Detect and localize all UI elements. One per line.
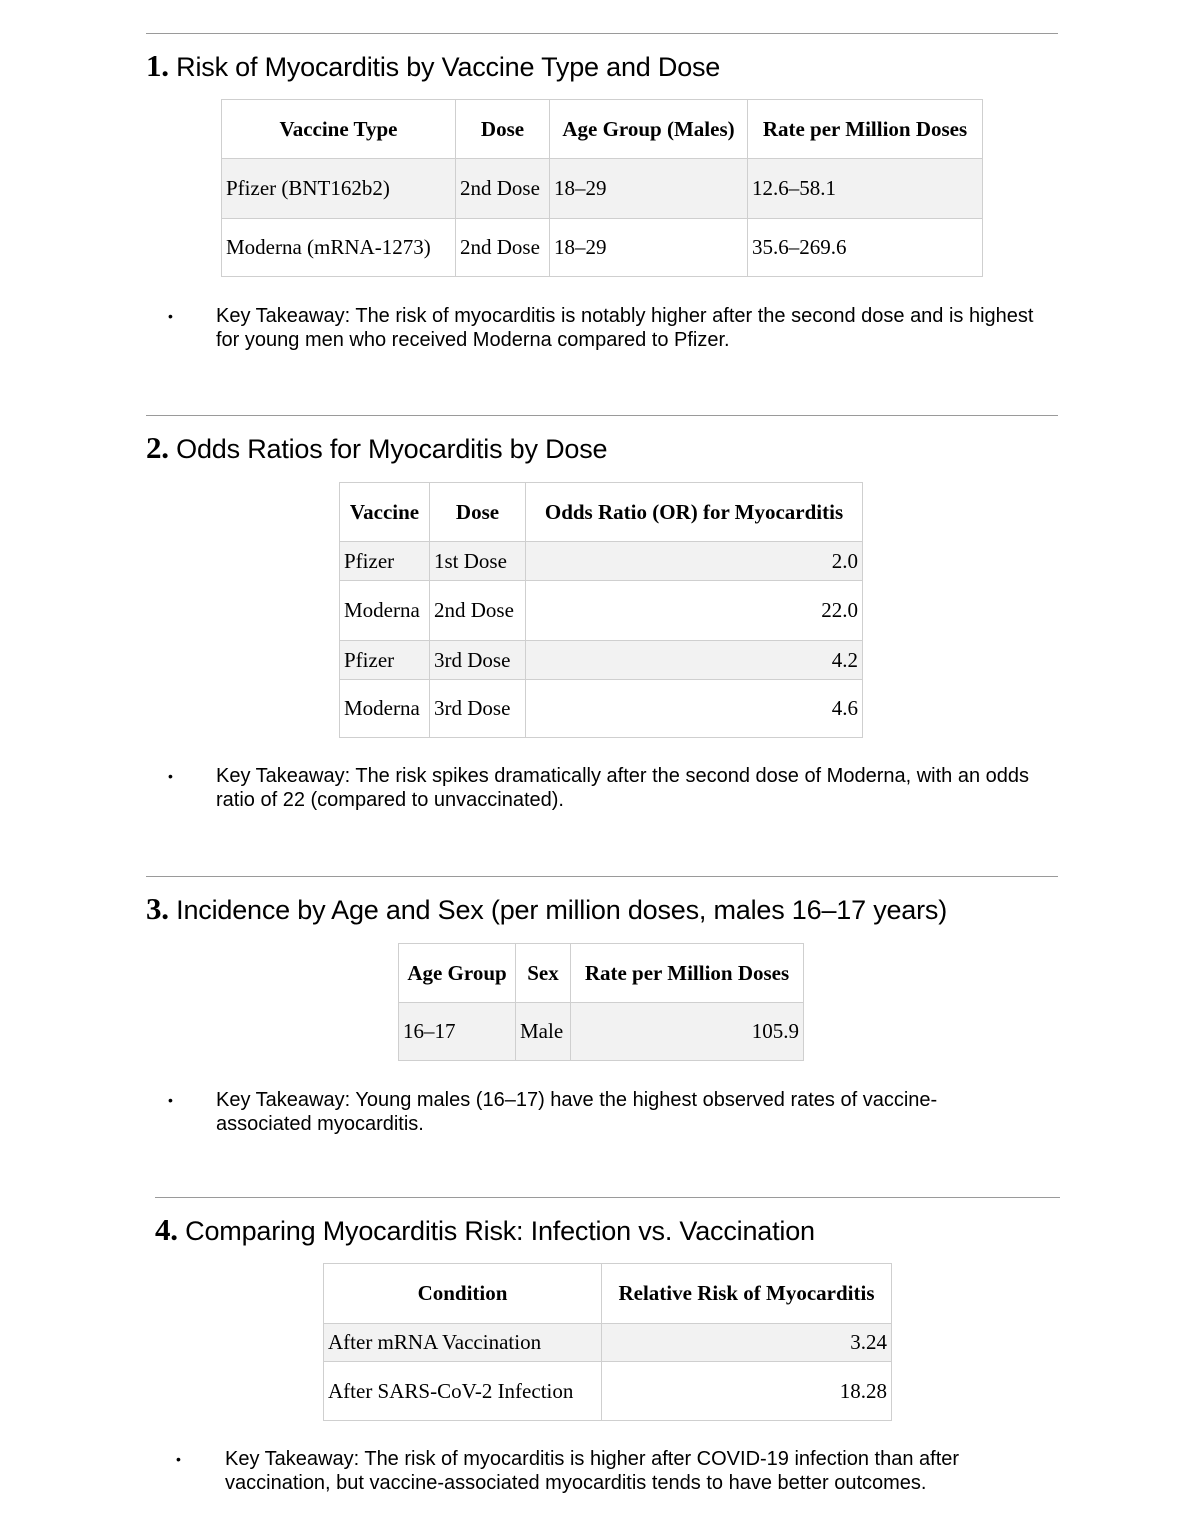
takeaway-text: Key Takeaway: Young males (16–17) have the highest observed rates of vaccine-associated myocarditis. (216, 1089, 938, 1135)
table-cell: 3rd Dose (430, 641, 526, 680)
table-header-row (399, 944, 804, 1003)
section-number: 1. (146, 48, 169, 83)
takeaway-text: Key Takeaway: The risk of myocarditis is higher after COVID-19 infection than after vaccination, but vaccine-associated myocarditis tends to have better outcomes. (225, 1448, 960, 1494)
section-number: 3. (146, 891, 169, 926)
table-cell: 16–17 (399, 1003, 516, 1061)
column-header: Sex (516, 944, 571, 1003)
table-cell: 3rd Dose (430, 680, 526, 738)
section-number: 4. (155, 1212, 178, 1247)
table-cell: Moderna (340, 680, 430, 738)
table-header-row (222, 100, 983, 159)
takeaway-text: Key Takeaway: The risk of myocarditis is notably higher after the second dose and is highest for young men who received Moderna compared to Pfizer. (216, 305, 1034, 351)
data-table (323, 1263, 892, 1421)
column-header: Rate per Million Doses (748, 100, 983, 159)
bullet-icon: • (168, 1092, 173, 1108)
column-header: Vaccine (340, 483, 430, 542)
table-row (340, 542, 863, 581)
table-cell: After mRNA Vaccination (324, 1324, 602, 1362)
table-cell: 35.6–269.6 (748, 219, 983, 277)
table-cell: 105.9 (571, 1003, 804, 1061)
section-divider (146, 415, 1058, 416)
table-row (324, 1362, 892, 1421)
table-cell: Pfizer (BNT162b2) (222, 159, 456, 219)
table-cell: 18.28 (602, 1362, 892, 1421)
table-cell: 4.6 (526, 680, 863, 738)
table-cell: 18–29 (550, 219, 748, 277)
table-cell: Moderna (mRNA-1273) (222, 219, 456, 277)
bullet-icon: • (168, 768, 173, 784)
column-header: Vaccine Type (222, 100, 456, 159)
table-row (399, 1003, 804, 1061)
section-title: Risk of Myocarditis by Vaccine Type and Dose (176, 52, 721, 82)
table-row (222, 219, 983, 277)
column-header: Age Group (399, 944, 516, 1003)
section-heading (146, 891, 947, 927)
column-header: Odds Ratio (OR) for Myocarditis (526, 483, 863, 542)
data-table (339, 482, 863, 738)
table-cell: Pfizer (340, 641, 430, 680)
section-title: Odds Ratios for Myocarditis by Dose (176, 434, 608, 464)
column-header: Dose (456, 100, 550, 159)
table-cell: 2nd Dose (430, 581, 526, 641)
column-header: Rate per Million Doses (571, 944, 804, 1003)
section-number: 2. (146, 430, 169, 465)
table-row (222, 159, 983, 219)
section-title: Incidence by Age and Sex (per million doses, males 16–17 years) (176, 895, 948, 925)
section-heading (146, 48, 720, 84)
table-row (340, 641, 863, 680)
table-cell: Pfizer (340, 542, 430, 581)
column-header: Age Group (Males) (550, 100, 748, 159)
table-row (324, 1324, 892, 1362)
section-divider (155, 1197, 1060, 1198)
table-cell: 18–29 (550, 159, 748, 219)
table-cell: 3.24 (602, 1324, 892, 1362)
column-header: Dose (430, 483, 526, 542)
table-header-row (340, 483, 863, 542)
table-cell: Moderna (340, 581, 430, 641)
data-table (398, 943, 804, 1061)
table-cell: 1st Dose (430, 542, 526, 581)
table-cell: 4.2 (526, 641, 863, 680)
bullet-icon: • (168, 308, 173, 324)
section-heading (155, 1212, 815, 1248)
section-title: Comparing Myocarditis Risk: Infection vs. Vaccination (185, 1216, 815, 1246)
bullet-icon: • (176, 1451, 181, 1467)
section-divider (146, 33, 1058, 34)
table-cell: 22.0 (526, 581, 863, 641)
table-cell: 2nd Dose (456, 219, 550, 277)
column-header: Condition (324, 1264, 602, 1324)
table-header-row (324, 1264, 892, 1324)
table-cell: 2nd Dose (456, 159, 550, 219)
table-cell: Male (516, 1003, 571, 1061)
takeaway-text: Key Takeaway: The risk spikes dramatically after the second dose of Moderna, with an odds ratio of 22 (compared to unvaccinated). (216, 765, 1030, 811)
table-cell: 2.0 (526, 542, 863, 581)
section-heading (146, 430, 607, 466)
table-row (340, 581, 863, 641)
section-divider (146, 876, 1058, 877)
column-header: Relative Risk of Myocarditis (602, 1264, 892, 1324)
table-cell: 12.6–58.1 (748, 159, 983, 219)
table-cell: After SARS-CoV-2 Infection (324, 1362, 602, 1421)
table-row (340, 680, 863, 738)
data-table (221, 99, 983, 277)
